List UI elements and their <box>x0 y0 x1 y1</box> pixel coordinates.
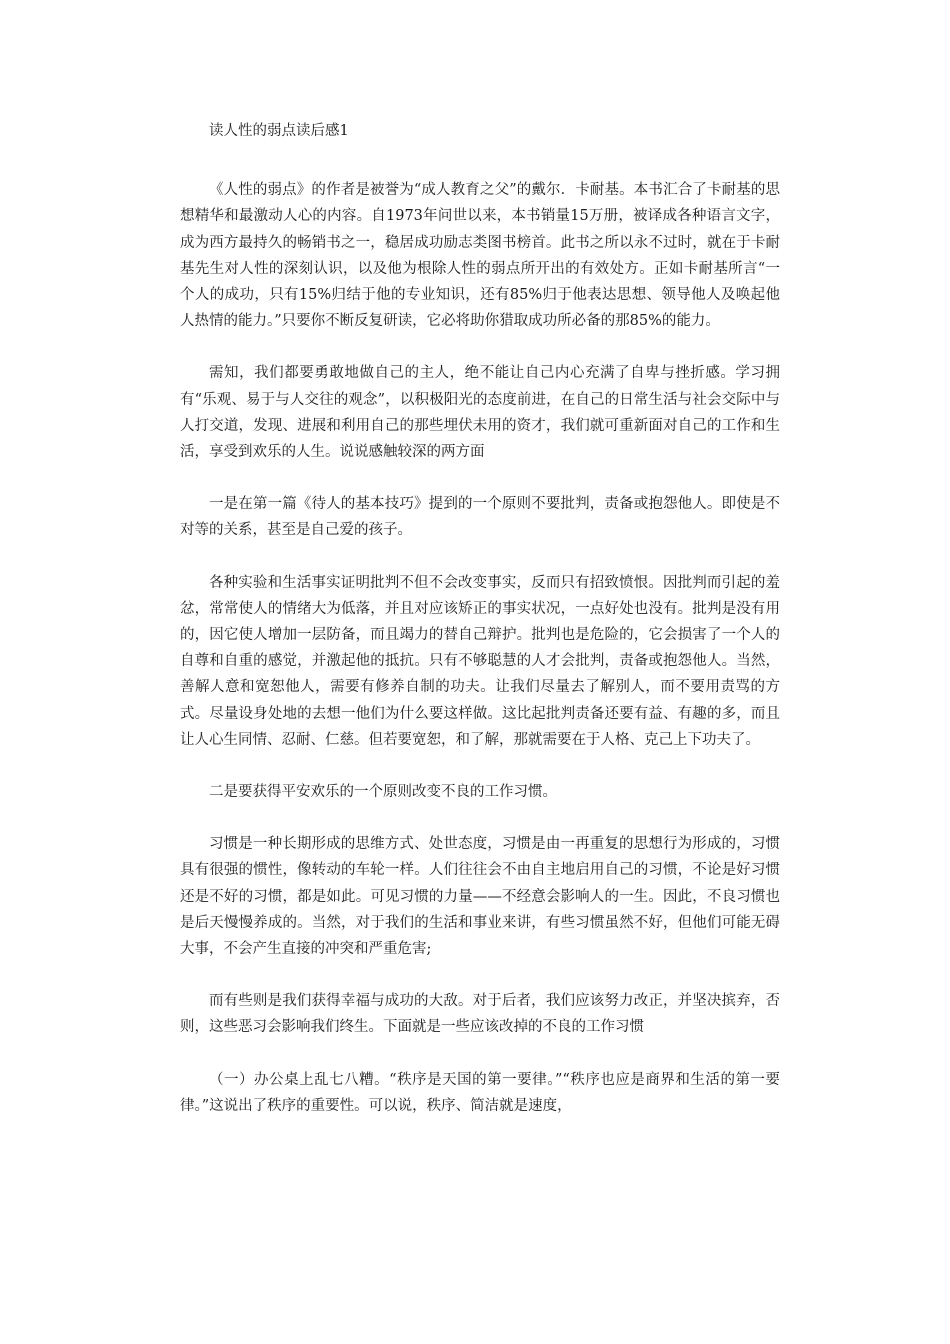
paragraph-messy-desk: （一）办公桌上乱七八糟。“秩序是天国的第一要律。”“秩序也应是商界和生活的第一要律。”这说出了秩序的重要性。可以说，秩序、简洁就是速度， <box>180 1071 780 1114</box>
paragraph-habits: 习惯是一种长期形成的思维方式、处世态度，习惯是由一再重复的思想行为形成的，习惯具有很强的惯性，像转动的车轮一样。人们往往会不由自主地启用自己的习惯，不论是好习惯还是不好的习惯，都是如此。可见习惯的力量——不经意会影响人的一生。因此，不良习惯也是后天慢慢养成的。当然，对于我们的生活和事业来讲，有些习惯虽然不好，但他们可能无碍大事，不会产生直接的冲突和严重危害; <box>180 836 780 958</box>
document-page <box>180 118 780 1119</box>
paragraph-be-your-own-master: 需知，我们都要勇敢地做自己的主人，绝不能让自己内心充满了自卑与挫折感。学习拥有“乐观、易于与人交往的观念”，以积极阳光的态度前进，在自己的日常生活与社会交际中与人打交道，发现、进展和利用自己的那些埋伏未用的资才，我们就可重新面对自己的工作和生活，享受到欢乐的人生。说说感触较深的两方面 <box>180 365 780 461</box>
paragraph-point-two: 二是要获得平安欢乐的一个原则改变不良的工作习惯。 <box>209 784 557 801</box>
document-title: 读人性的弱点读后感1 <box>209 123 349 139</box>
paragraph-criticism: 各种实验和生活事实证明批判不但不会改变事实，反而只有招致愤恨。因批判而引起的羞忿，常常使人的情绪大为低落，并且对应该矫正的事实状况，一点好处也没有。批判是没有用的，因它使人增加一层防备，而且竭力的替自己辩护。批判也是危险的，它会损害了一个人的自尊和自重的感觉，并激起他的抵抗。只有不够聪慧的人才会批判，责备或抱怨他人。当然，善解人意和宽恕他人，需要有修养自制的功夫。让我们尽量去了解别人，而不要用责骂的方式。尽量设身处地的去想一他们为什么要这样做。这比起批判责备还要有益、有趣的多，而且让人心生同情、忍耐、仁慈。但若要宽恕，和了解，那就需要在于人格、克己上下功夫了。 <box>180 574 780 748</box>
paragraph-bad-habits: 而有些则是我们获得幸福与成功的大敌。对于后者，我们应该努力改正，并坚决摈弃，否则，这些恶习会影响我们终生。下面就是一些应该改掉的不良的工作习惯 <box>180 993 780 1036</box>
paragraph-point-one: 一是在第一篇《待人的基本技巧》提到的一个原则不要批判，责备或抱怨他人。即使是不对等的关系，甚至是自己爱的孩子。 <box>180 496 780 539</box>
paragraph-book-intro: 《人性的弱点》的作者是被誉为“成人教育之父”的戴尔．卡耐基。本书汇合了卡耐基的思想精华和最激动人心的内容。自1973年问世以来，本书销量15万册，被译成各种语言文字，成为西方最持久的畅销书之一，稳居成功励志类图书榜首。此书之所以永不过时，就在于卡耐基先生对人性的深刻认识，以及他为根除人性的弱点所开出的有效处方。正如卡耐基所言“一个人的成功，只有15%归结于他的专业知识，还有85%归于他表达思想、领导他人及唤起他人热情的能力。”只要你不断反复研读，它必将助你猎取成功所必备的那85%的能力。 <box>180 182 780 330</box>
